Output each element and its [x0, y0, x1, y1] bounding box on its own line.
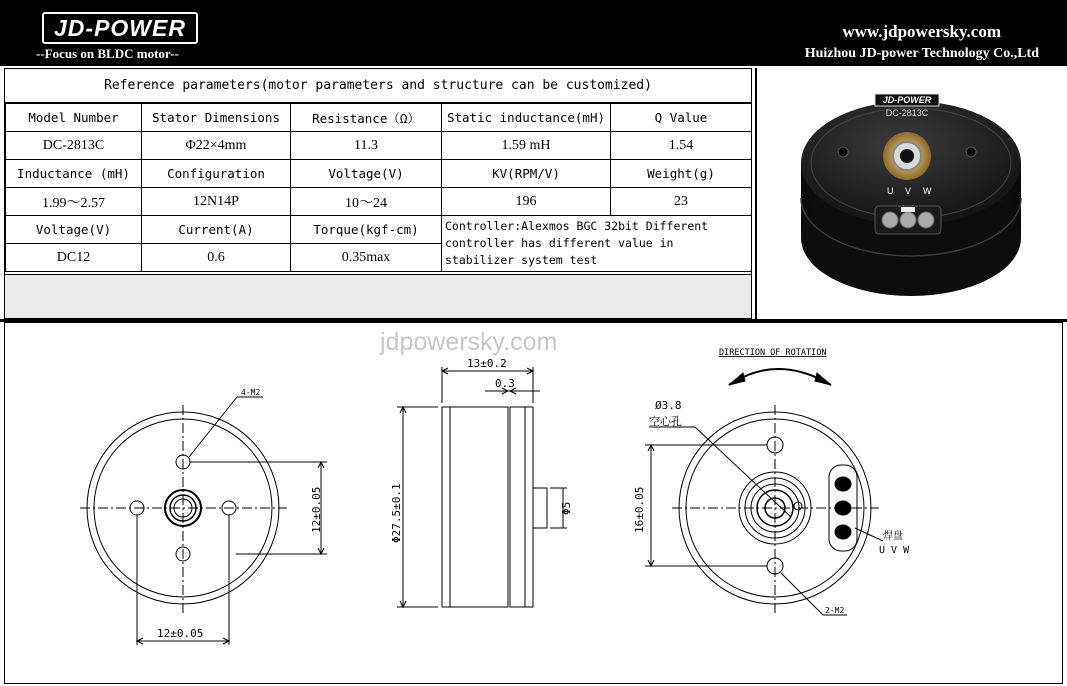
- back-screw-label: 2-M2: [825, 606, 845, 615]
- product-photo: [755, 68, 1067, 319]
- spec-value-cell: 10～24: [291, 188, 442, 216]
- front-dim-horizontal: 12±0.05: [157, 627, 204, 640]
- website-url[interactable]: www.jdpowersky.com: [842, 22, 1001, 41]
- spec-empty-area: [5, 274, 751, 318]
- spec-value-cell: 11.3: [291, 132, 442, 160]
- spec-panel: [4, 68, 752, 319]
- spec-header-cell: Voltage(V): [291, 160, 442, 188]
- side-shaft: [533, 488, 547, 528]
- spec-table: [5, 103, 752, 272]
- spec-header-cell: Torque(kgf-cm): [291, 216, 442, 244]
- spec-header-cell: Inductance (mH): [6, 160, 142, 188]
- front-hole-label: 4-M2: [241, 388, 261, 397]
- side-dim-total: 13±0.2: [467, 357, 507, 370]
- solder-pad: [900, 212, 916, 228]
- header-banner: [0, 0, 1067, 66]
- side-dim-shaft: Φ5: [560, 501, 573, 515]
- watermark: jdpowersky.com: [380, 328, 558, 356]
- photo-model-text: DC-2813C: [885, 108, 929, 118]
- spec-header-row-2: [6, 160, 752, 188]
- spec-header-row-3: [6, 216, 752, 244]
- solder-pad: [918, 212, 934, 228]
- side-dim-gap: 0.3: [495, 377, 515, 390]
- photo-brand-text: JD-POWER: [882, 95, 932, 105]
- solder-label: 焊盘: [883, 531, 903, 542]
- solder-pad: [882, 212, 898, 228]
- brand-logo: [42, 12, 198, 44]
- spec-value-cell: 0.6: [142, 244, 291, 272]
- tagline: --Focus on BLDC motor--: [36, 46, 179, 61]
- side-view: [390, 357, 573, 607]
- spec-header-cell: KV(RPM/V): [442, 160, 611, 188]
- spec-value-cell: 1.59 mH: [442, 132, 611, 160]
- company-name: Huizhou JD-power Technology Co.,Ltd: [804, 46, 1039, 61]
- spec-header-cell: Weight(g): [611, 160, 752, 188]
- spec-header-cell: Model Number: [6, 104, 142, 132]
- spec-value-cell: DC-2813C: [6, 132, 142, 160]
- spec-value-row-1: [6, 132, 752, 160]
- logo-text: JD-POWER: [54, 15, 186, 41]
- phase-order-label: U V W: [879, 545, 910, 556]
- back-hole-dia: Ø3.8: [655, 399, 682, 412]
- back-hole-note: 空心孔: [649, 415, 682, 428]
- spec-value-cell: 12N14P: [142, 188, 291, 216]
- front-view: [80, 388, 327, 645]
- back-dim-vertical: 16±0.05: [633, 486, 646, 533]
- spec-header-row-1: [6, 104, 752, 132]
- rotation-label: DIRECTION OF ROTATION: [719, 348, 827, 358]
- spec-value-cell: 196: [442, 188, 611, 216]
- spec-value-cell: DC12: [6, 244, 142, 272]
- phase-label-u: U: [887, 186, 894, 196]
- technical-drawing: [5, 323, 1064, 685]
- spec-value-cell: Φ22×4mm: [142, 132, 291, 160]
- spec-value-row-2: [6, 188, 752, 216]
- side-dim-diameter: Φ27.5±0.1: [390, 483, 403, 543]
- spec-value-cell: 1.54: [611, 132, 752, 160]
- spec-header-cell: Resistance（Ω）: [291, 104, 442, 132]
- spec-header-cell: Configuration: [142, 160, 291, 188]
- phase-label-v: V: [905, 186, 912, 196]
- motor-photo-illustration: [757, 68, 1067, 319]
- spec-title: Reference parameters(motor parameters and structure can be customized): [5, 69, 751, 103]
- screw-hole: [838, 147, 848, 157]
- front-dim-vertical: 12±0.05: [310, 486, 323, 533]
- spec-header-cell: Static inductance(mH): [442, 104, 611, 132]
- back-view: [633, 348, 910, 615]
- spec-value-cell: 1.99～2.57: [6, 188, 142, 216]
- phase-label-w: W: [923, 186, 932, 196]
- spec-value-cell: 0.35max: [291, 244, 442, 272]
- technical-drawing-panel: [4, 322, 1063, 684]
- screw-hole: [966, 147, 976, 157]
- spec-header-cell: Voltage(V): [6, 216, 142, 244]
- spec-header-cell: Current(A): [142, 216, 291, 244]
- spec-header-cell: Q Value: [611, 104, 752, 132]
- spec-header-cell: Stator Dimensions: [142, 104, 291, 132]
- spec-value-cell: 23: [611, 188, 752, 216]
- controller-note: Controller:Alexmos BGC 32bit Different controller has different value in stabilizer system test: [442, 216, 752, 272]
